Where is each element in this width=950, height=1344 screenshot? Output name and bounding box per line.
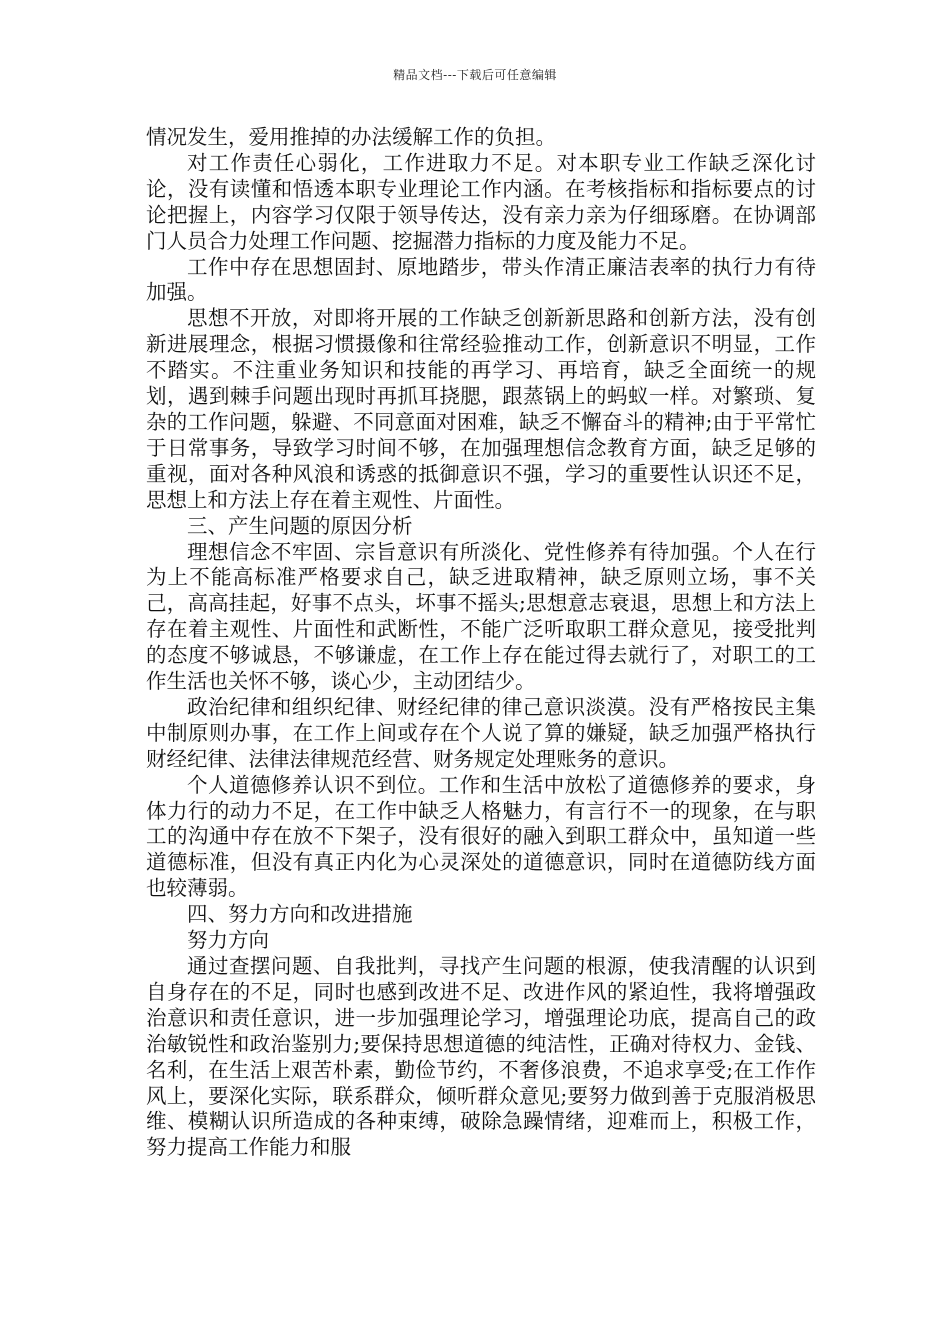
page-header: 精品文档---下载后可任意编辑 [393, 68, 557, 82]
document-body [146, 125, 816, 1161]
section-heading: 四、努力方向和改进措施 [187, 902, 413, 927]
paragraph: 思想不开放，对即将开展的工作缺乏创新新思路和创新方法，没有创新进展理念，根据习惯摄像和往常经验推动工作，创新意识不明显，工作不踏实。不注重业务知识和技能的再学习、再培育，缺乏全面统一的规划，遇到棘手问题出现时再抓耳挠腮，跟蒸锅上的蚂蚁一样。对繁琐、复杂的工作问题，躲避、不同意面对困难，缺乏不懈奋斗的精神;由于平常忙于日常事务，导致学习时间不够，在加强理想信念教育方面，缺乏足够的重视，面对各种风浪和诱惑的抵御意识不强，学习的重要性认识还不足，思想上和方法上存在着主观性、片面性。 [146, 306, 816, 512]
paragraph: 工作中存在思想固封、原地踏步，带头作清正廉洁表率的执行力有待加强。 [146, 254, 816, 305]
subsection-heading: 努力方向 [187, 928, 269, 953]
paragraph: 通过查摆问题、自我批判，寻找产生问题的根源，使我清醒的认识到自身存在的不足，同时也感到改进不足、改进作风的紧迫性，我将增强政治意识和责任意识，进一步加强理论学习，增强理论功底，提高自己的政治敏锐性和政治鉴别力;要保持思想道德的纯洁性，正确对待权力、金钱、名利，在生活上艰苦朴素，勤俭节约，不奢侈浪费，不追求享受;在工作作风上，要深化实际，联系群众，倾听群众意见;要努力做到善于克服消极思维、模糊认识所造成的各种束缚，破除急躁情绪，迎难而上，积极工作，努力提高工作能力和服 [146, 954, 816, 1160]
paragraph: 个人道德修养认识不到位。工作和生活中放松了道德修养的要求，身体力行的动力不足，在工作中缺乏人格魅力，有言行不一的现象，在与职工的沟通中存在放不下架子，没有很好的融入到职工群众中，虽知道一些道德标准，但没有真正内化为心灵深处的道德意识，同时在道德防线方面也较薄弱。 [146, 772, 816, 901]
paragraph: 情况发生，爱用推掉的办法缓解工作的负担。 [146, 125, 556, 149]
paragraph: 政治纪律和组织纪律、财经纪律的律己意识淡漠。没有严格按民主集中制原则办事，在工作上间或存在个人说了算的嫌疑，缺乏加强严格执行财经纪律、法律法律规范经营、财务规定处理账务的意识。 [146, 694, 816, 771]
section-heading: 三、产生问题的原因分析 [187, 513, 413, 538]
paragraph: 理想信念不牢固、宗旨意识有所淡化、党性修养有待加强。个人在行为上不能高标准严格要求自己，缺乏进取精神，缺乏原则立场，事不关己，高高挂起，好事不点头，坏事不摇头;思想意志衰退，思想上和方法上存在着主观性、片面性和武断性，不能广泛听取职工群众意见，接受批判的态度不够诚恳，不够谦虚，在工作上存在能过得去就行了，对职工的工作生活也关怀不够，谈心少，主动团结少。 [146, 539, 816, 694]
paragraph: 对工作责任心弱化，工作进取力不足。对本职专业工作缺乏深化讨论，没有读懂和悟透本职专业理论工作内涵。在考核指标和指标要点的讨论把握上，内容学习仅限于领导传达，没有亲力亲为仔细琢磨。在协调部门人员合力处理工作问题、挖掘潜力指标的力度及能力不足。 [146, 150, 816, 253]
